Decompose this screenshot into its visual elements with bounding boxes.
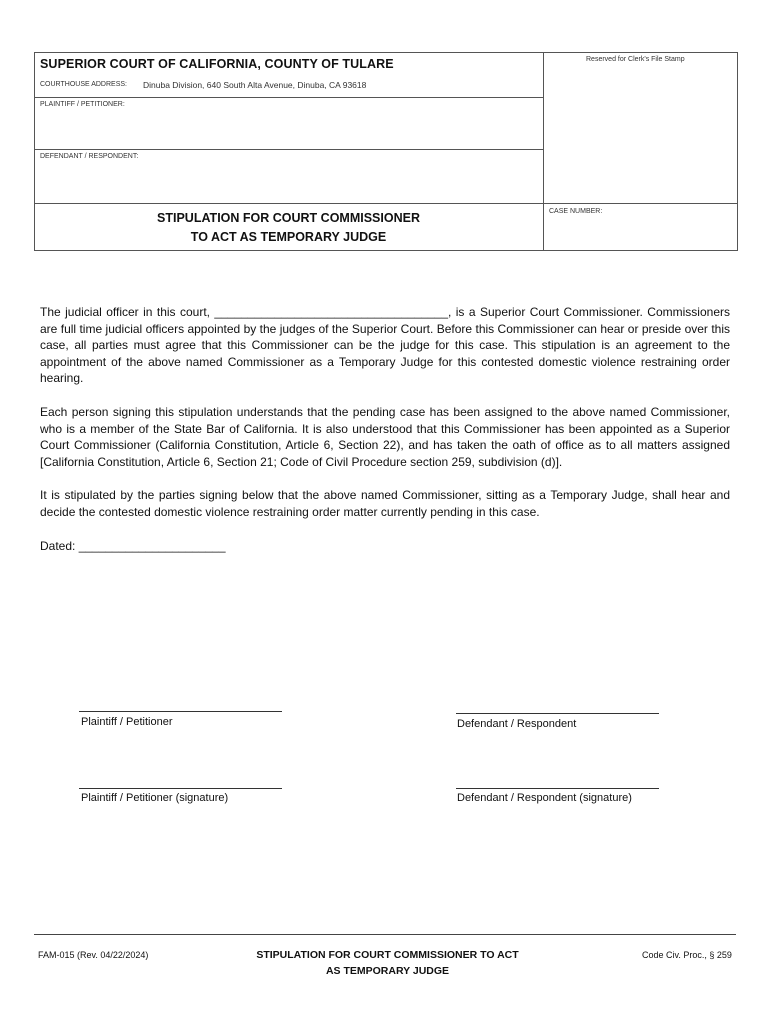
paragraph-understanding: Each person signing this stipulation understands that the pending case has been assigned to the above named Commissioner, who is a member of the State Bar of California. It is also understood that this Commissioner has been appointed as a Superior Court Commissioner (California Constitution, Article 6, Section 22), and has taken the oath of office as to all matters assigned [California Constitution, Article 6, Section 21; Code of Civil Procedure section 259, subdivision (d)]. — [40, 404, 730, 469]
document-title-line1: STIPULATION FOR COURT COMMISSIONER — [157, 211, 420, 225]
courthouse-address-label: COURTHOUSE ADDRESS: — [40, 81, 127, 88]
footer-title — [220, 947, 555, 979]
paragraph-commissioner-intro: The judicial officer in this court, ___________________________________, is a Superior Court Commissioner. Commissioners are full time judicial officers appointed by the judges of the Superior Court. Before this Commissioner can hear or preside over this case, all parties must agree that this Commissioner can be the judge for this case. This stipulation is an agreement to the appointment of the above named Commissioner as a Temporary Judge for this contested domestic violence restraining order hearing. — [40, 305, 730, 386]
stipulation-body — [40, 304, 730, 571]
document-title-line2: TO ACT AS TEMPORARY JUDGE — [190, 230, 387, 244]
defendant-signature-line[interactable] — [456, 713, 659, 714]
caption-divider-defendant — [34, 149, 543, 150]
footer-title-line2: AS TEMPORARY JUDGE — [325, 965, 450, 977]
defendant-label-signature: Defendant / Respondent — [457, 718, 577, 730]
code-reference: Code Civ. Proc., § 259 — [642, 950, 732, 960]
footer-title-line1: STIPULATION FOR COURT COMMISSIONER TO ACT — [256, 949, 519, 961]
plaintiff-sig-label: Plaintiff / Petitioner (signature) — [81, 792, 229, 804]
caption-divider-title — [34, 203, 738, 204]
footer-divider — [34, 934, 736, 935]
case-number-label: CASE NUMBER: — [549, 208, 603, 215]
document-title — [34, 209, 543, 247]
court-name: SUPERIOR COURT OF CALIFORNIA, COUNTY OF TULARE — [40, 57, 394, 71]
defendant-sig-line[interactable] — [456, 788, 659, 789]
dated-line: Dated: ______________________ — [40, 538, 226, 553]
plaintiff-label-signature: Plaintiff / Petitioner — [81, 716, 173, 728]
plaintiff-label: PLAINTIFF / PETITIONER: — [40, 101, 125, 108]
form-number: FAM-015 (Rev. 04/22/2024) — [38, 950, 149, 960]
plaintiff-signature-line[interactable] — [79, 711, 282, 712]
defendant-label: DEFENDANT / RESPONDENT: — [40, 153, 139, 160]
plaintiff-sig-line[interactable] — [79, 788, 282, 789]
clerk-stamp-label: Reserved for Clerk's File Stamp — [586, 56, 685, 63]
defendant-sig-label: Defendant / Respondent (signature) — [457, 792, 632, 804]
courthouse-address-value: Dinuba Division, 640 South Alta Avenue, Dinuba, CA 93618 — [143, 80, 367, 90]
paragraph-stipulation: It is stipulated by the parties signing below that the above named Commissioner, sitting as a Temporary Judge, shall hear and decide the contested domestic violence restraining order matter currently pending in this case. — [40, 488, 730, 519]
caption-divider-plaintiff — [34, 97, 543, 98]
caption-divider-vertical — [543, 52, 544, 251]
